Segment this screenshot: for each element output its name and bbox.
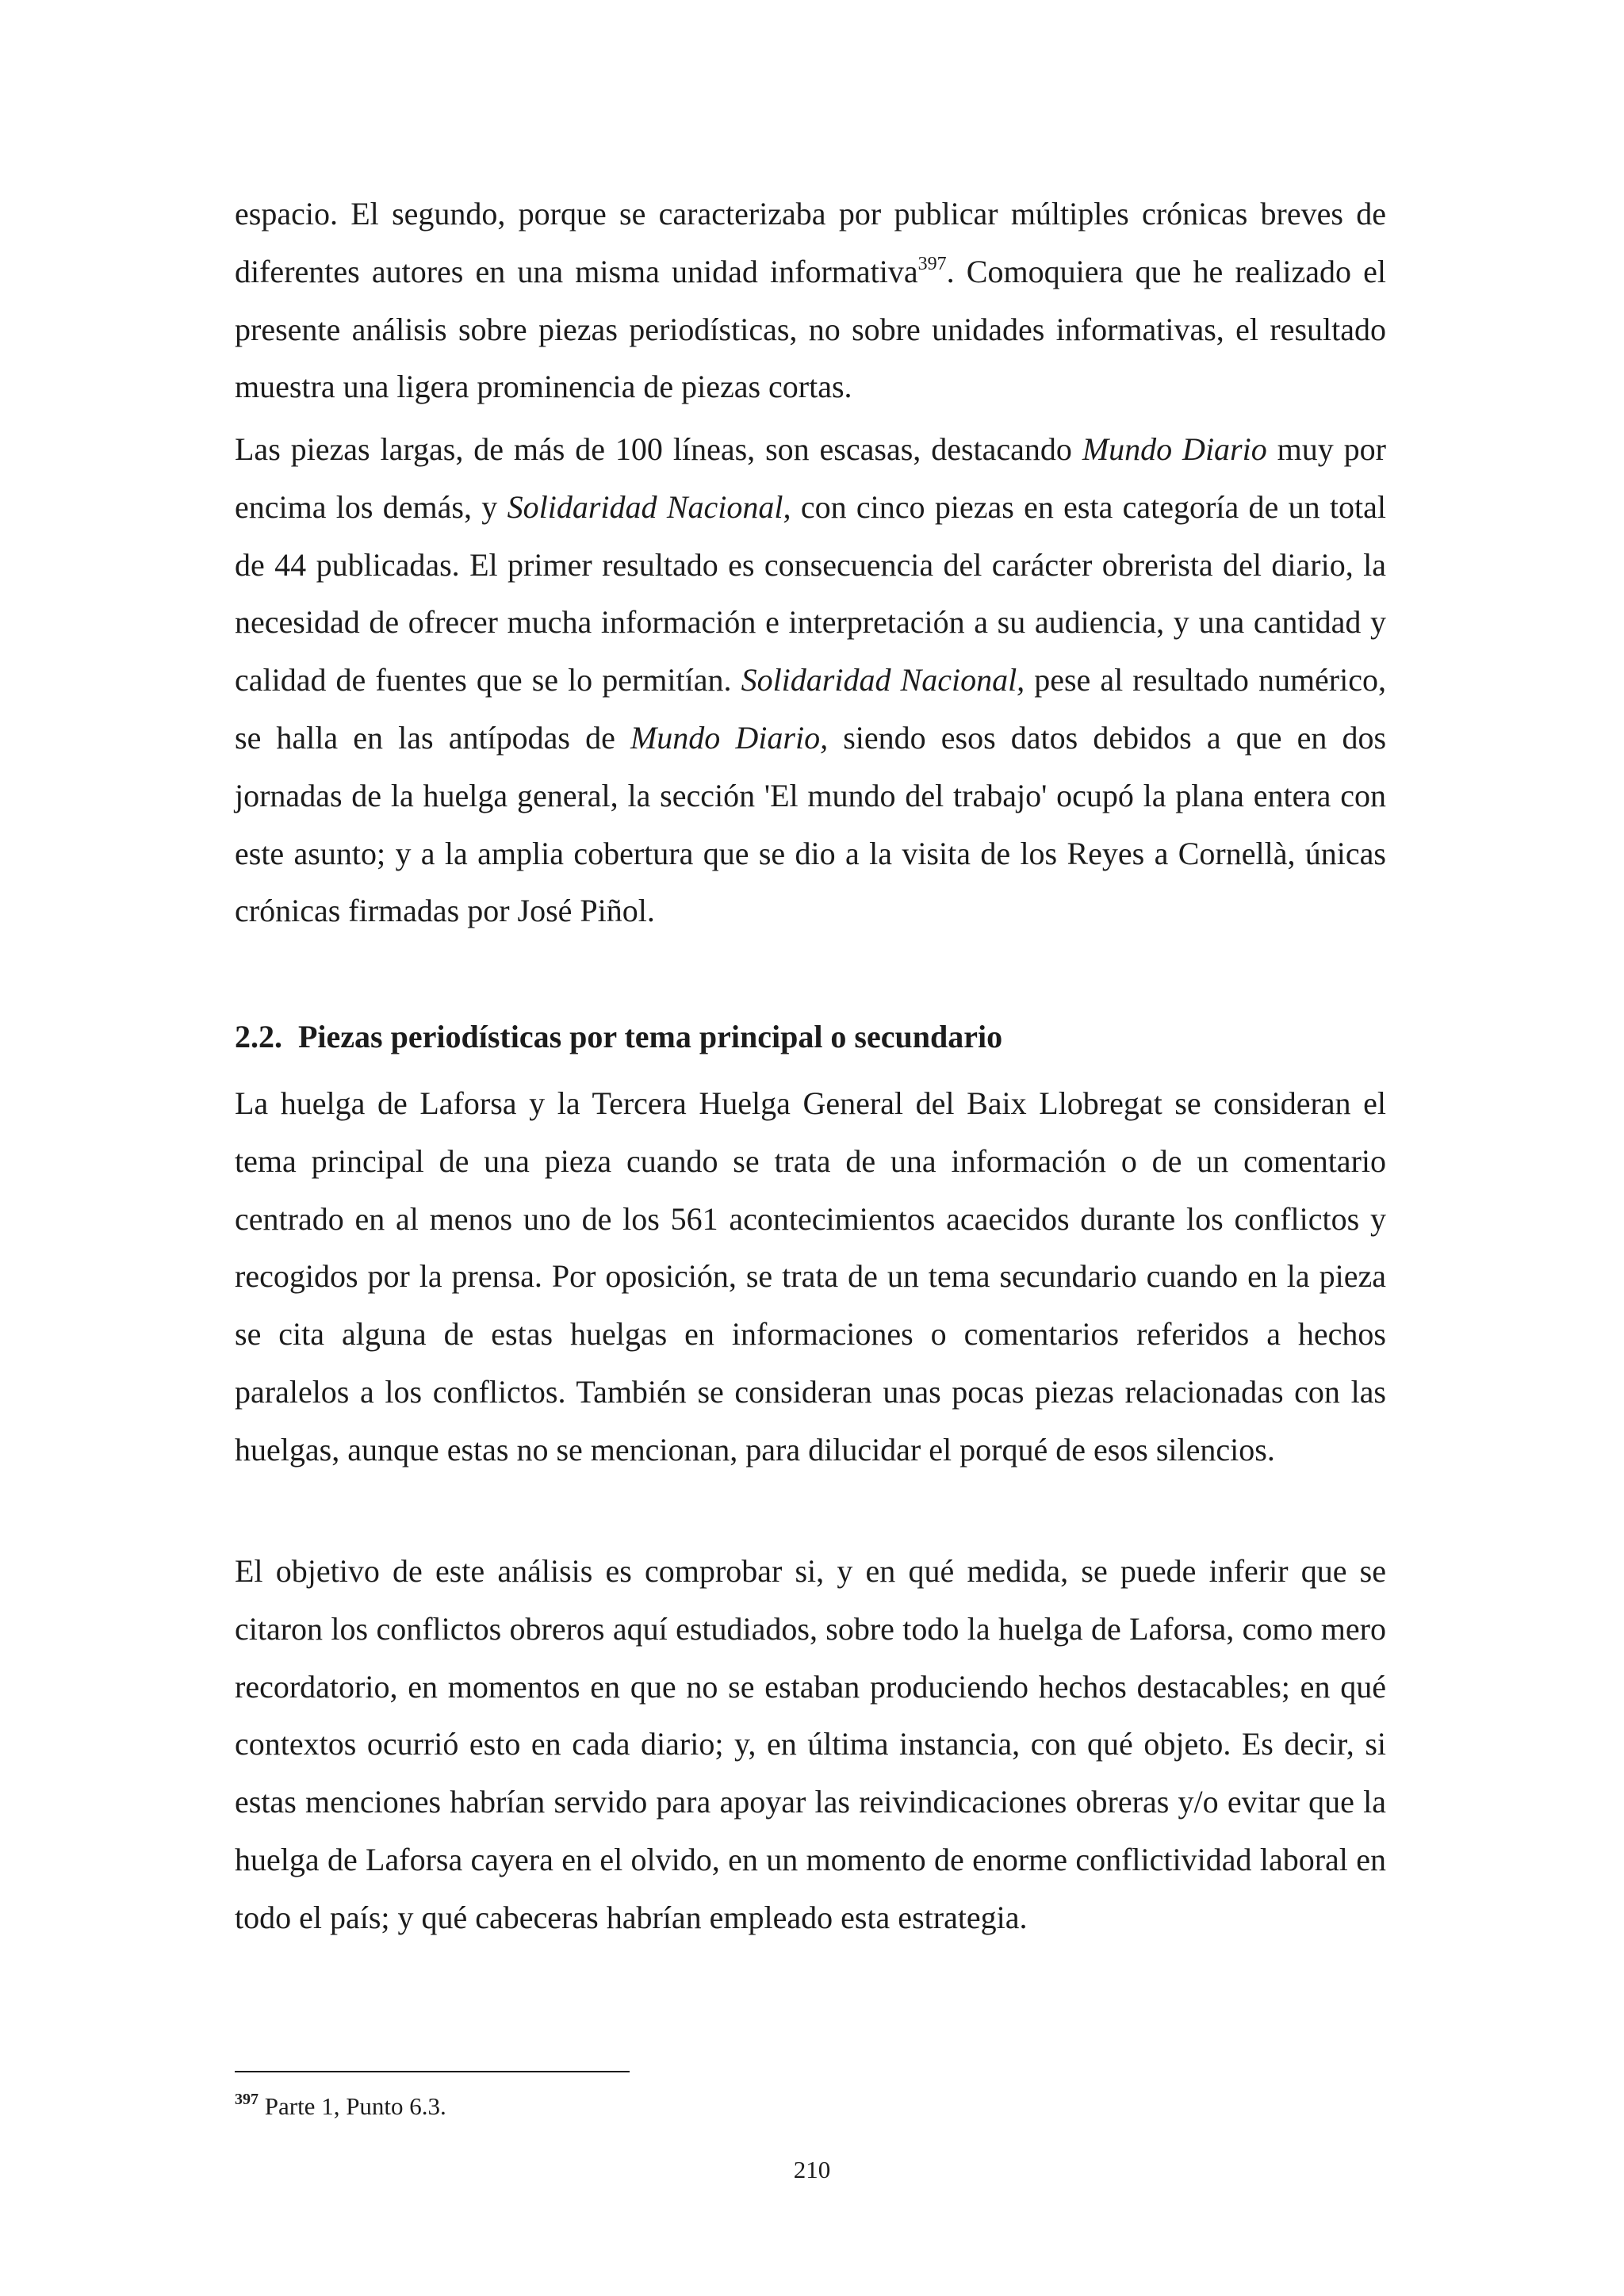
page-number: 210: [793, 2156, 831, 2183]
body-paragraph: [235, 1543, 1386, 1947]
italic-text: Solidaridad Nacional,: [507, 488, 791, 525]
italic-text: Mundo Diario: [1082, 431, 1267, 467]
text-run: . Comoquiera que he realizado el presente análisis sobre piezas periodísticas, no sobre unidades informativas, el resultado muestra una ligera prominencia de piezas cortas.: [235, 253, 1387, 405]
body-paragraph: [235, 421, 1386, 940]
italic-text: Mundo Diario,: [630, 719, 829, 756]
paragraph-text: [235, 1075, 1386, 1479]
footnote-separator: [235, 2071, 630, 2072]
text-run: espacio. El segundo, porque se caracterizaba por publicar múltiples crónicas breves de diferentes autores en una misma unidad informativa: [235, 196, 1386, 289]
footnote-text: Parte 1, Punto 6.3.: [259, 2092, 446, 2120]
text-run: siendo esos datos debidos a que en dos jornadas de la huelga general, la sección 'El mundo del trabajo' ocupó la plana entera con este asunto; y a la amplia cobertura que se dio a la visita de los Reyes a Cornellà, únicas crónicas firmadas por José Piñol.: [235, 719, 1387, 929]
footnote-reference: 397: [917, 253, 947, 274]
text-run: pese al resultado numérico, se halla en las antípodas de: [235, 662, 1386, 756]
text-run: La huelga de Laforsa y la Tercera Huelga General del Baix Llobregat se consideran el tema principal de una pieza cuando se trata de una información o de un comentario centrado en al menos uno de los 561 acontecimientos acaecidos durante los conflictos y recogidos por la prensa. Por oposición, se trata de un tema secundario cuando en la pieza se cita alguna de estas huelgas en informaciones o comentarios referidos a hechos paralelos a los conflictos. También se consideran unas pocas piezas relacionadas con las huelgas, aunque estas no se mencionan, para dilucidar el porqué de esos silencios.: [235, 1085, 1386, 1468]
paragraph-text: [235, 421, 1386, 940]
section-heading: [235, 1008, 1386, 1066]
text-run: El objetivo de este análisis es comprobar si, y en qué medida, se puede inferir que se citaron los conflictos obreros aquí estudiados, sobre todo la huelga de Laforsa, como mero recordatorio, en momentos en que no se estaban produciendo hechos destacables; en qué contextos ocurrió esto en cada diario; y, en última instancia, con qué objeto. Es decir, si estas menciones habrían servido para apoyar las reivindicaciones obreras y/o evitar que la huelga de Laforsa cayera en el olvido, en un momento de enorme conflictividad laboral en todo el país; y qué cabeceras habrían empleado esta estrategia.: [235, 1553, 1386, 1935]
section-title: Piezas periodísticas por tema principal o secundario: [298, 1019, 1003, 1054]
section-number: 2.2.: [235, 1019, 282, 1054]
footnote-marker: 397: [235, 2091, 259, 2108]
italic-text: Solidaridad Nacional,: [741, 662, 1025, 698]
paragraph-text: [235, 186, 1386, 416]
footnote: [235, 2087, 446, 2126]
text-run: Las piezas largas, de más de 100 líneas, son escasas, destacando: [235, 431, 1082, 467]
text-run: con cinco piezas en esta categoría de un total de 44 publicadas. El primer resultado es consecuencia del carácter obrerista del diario, la necesidad de ofrecer mucha información e interpretación a su audiencia, y una cantidad y calidad de fuentes que se lo permitían.: [235, 488, 1387, 698]
body-paragraph: [235, 186, 1386, 416]
body-paragraph: [235, 1075, 1386, 1479]
text-run: muy por encima los demás, y: [235, 431, 1387, 525]
paragraph-text: [235, 1543, 1386, 1947]
